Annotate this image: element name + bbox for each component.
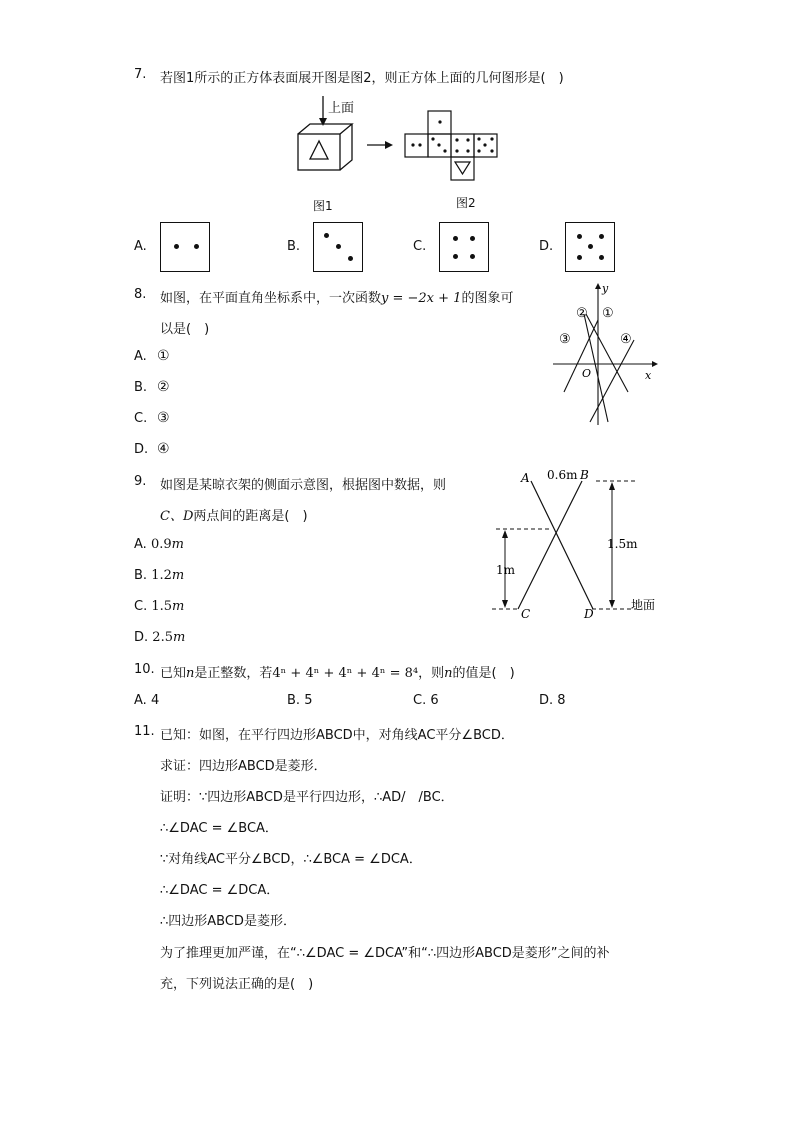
q7-cube xyxy=(298,124,352,170)
q10-option-b: B. 5 xyxy=(287,693,313,708)
q9-stem-line1: 如图是某晾衣架的侧面示意图，根据图中数据，则 xyxy=(160,478,447,493)
triangle-down-icon xyxy=(455,162,470,174)
q8-label-line-3: ③ xyxy=(559,332,571,347)
q9-ground-label: 地面 xyxy=(631,598,656,612)
q8-option-b-letter: B. xyxy=(134,380,148,395)
q9-label-d: D xyxy=(584,607,594,621)
q8-stem-line2: 以是( ) xyxy=(160,322,210,337)
q8-origin-label: O xyxy=(582,367,592,380)
q8-option-a-text: ① xyxy=(157,348,170,364)
q9-option-a: A. 0.9m xyxy=(134,537,184,552)
q7-option-c-box xyxy=(439,222,489,272)
q8-y-label: y xyxy=(602,282,609,295)
q8-stem-pre: 如图，在平面直角坐标系中，一次函数 xyxy=(160,291,382,306)
q10-equation: 4ⁿ + 4ⁿ + 4ⁿ + 4ⁿ = 8⁴ xyxy=(272,666,419,681)
q9-option-d: D. 2.5m xyxy=(134,630,186,645)
q8-option-a-letter: A. xyxy=(134,349,147,364)
q9-leg-bc xyxy=(518,481,582,609)
q9-leg-ad xyxy=(531,481,593,609)
q8-option-d-text: ④ xyxy=(157,441,170,457)
q7-number: 7. xyxy=(134,67,147,82)
q7-option-d-box xyxy=(565,222,615,272)
q10-option-c: C. 6 xyxy=(413,693,439,708)
q7-stem: 若图1所示的正方体表面展开图是图2，则正方体上面的几何图形是( ) xyxy=(160,71,564,86)
q9-ab-length: 0.6m xyxy=(547,468,578,482)
q9-stem-vars: C、D xyxy=(160,509,194,524)
q10-number: 10. xyxy=(134,662,155,677)
q7-top-label: 上面 xyxy=(328,101,355,116)
q7-option-d-letter: D. xyxy=(539,239,554,254)
q9-option-b: B. 1.2m xyxy=(134,568,185,583)
q9-number: 9. xyxy=(134,474,147,489)
q7-option-b-box xyxy=(313,222,363,272)
q9-total-height: 1.5m xyxy=(607,537,638,551)
q8-stem-post: 的图象可 xyxy=(461,291,514,306)
q8-option-b-text: ② xyxy=(157,379,170,395)
q7-option-c-letter: C. xyxy=(413,239,427,254)
q7-option-b-letter: B. xyxy=(287,239,301,254)
q8-option-c-text: ③ xyxy=(157,410,170,426)
q9-stem-post: 两点间的距离是( ) xyxy=(193,509,308,524)
q8-label-line-1: ① xyxy=(602,306,614,321)
q7-option-a-letter: A. xyxy=(134,239,147,254)
q7-option-a-box xyxy=(160,222,210,272)
q8-x-label: x xyxy=(645,369,652,382)
q8-line-4 xyxy=(590,340,634,422)
q8-equation: y = −2x + 1 xyxy=(381,291,462,306)
q8-label-line-4: ④ xyxy=(620,332,632,347)
q9-stem-line2 xyxy=(160,505,308,524)
q11-line5: ∵对角线AC平分∠BCD，∴∠BCA = ∠DCA． xyxy=(160,852,422,867)
triangle-up-icon xyxy=(310,141,328,159)
q9-rack-figure xyxy=(486,462,666,624)
q11-line6: ∴∠DAC = ∠DCA． xyxy=(160,883,280,898)
q11-line3: 证明：∵四边形ABCD是平行四边形，∴AD/ /BC． xyxy=(160,790,454,805)
q9-label-a: A xyxy=(521,471,530,485)
q8-label-line-2: ② xyxy=(576,306,588,321)
q9-label-b: B xyxy=(580,468,589,482)
q7-fig2-caption: 图2 xyxy=(456,196,476,210)
q10-option-d: D. 8 xyxy=(539,693,566,708)
q11-line4: ∴∠DAC = ∠BCA． xyxy=(160,821,278,836)
q11-line9: 充，下列说法正确的是( ) xyxy=(160,977,314,992)
q11-number: 11. xyxy=(134,724,155,739)
q8-number: 8. xyxy=(134,287,147,302)
q11-line2: 求证：四边形ABCD是菱形． xyxy=(160,759,327,774)
q7-fig1-caption: 图1 xyxy=(313,199,333,213)
q9-lower-height: 1m xyxy=(496,563,516,577)
q8-coordinate-graph xyxy=(548,280,663,430)
q8-stem-line1 xyxy=(160,287,513,306)
q8-option-c-letter: C. xyxy=(134,411,148,426)
q10-stem: 已知n是正整数，若4ⁿ + 4ⁿ + 4ⁿ + 4ⁿ = 8⁴，则n的值是( ) xyxy=(160,666,515,681)
q11-line8: 为了推理更加严谨，在“∴∠DAC = ∠DCA”和“∴四边形ABCD是菱形”之间的补 xyxy=(160,946,610,961)
q11-line7: ∴四边形ABCD是菱形． xyxy=(160,914,296,929)
q9-option-c: C. 1.5m xyxy=(134,599,185,614)
q11-line1: 已知：如图，在平行四边形ABCD中，对角线AC平分∠BCD． xyxy=(160,728,514,743)
q9-label-c: C xyxy=(521,607,531,621)
q8-option-d-letter: D. xyxy=(134,442,149,457)
q10-option-a: A. 4 xyxy=(134,693,160,708)
